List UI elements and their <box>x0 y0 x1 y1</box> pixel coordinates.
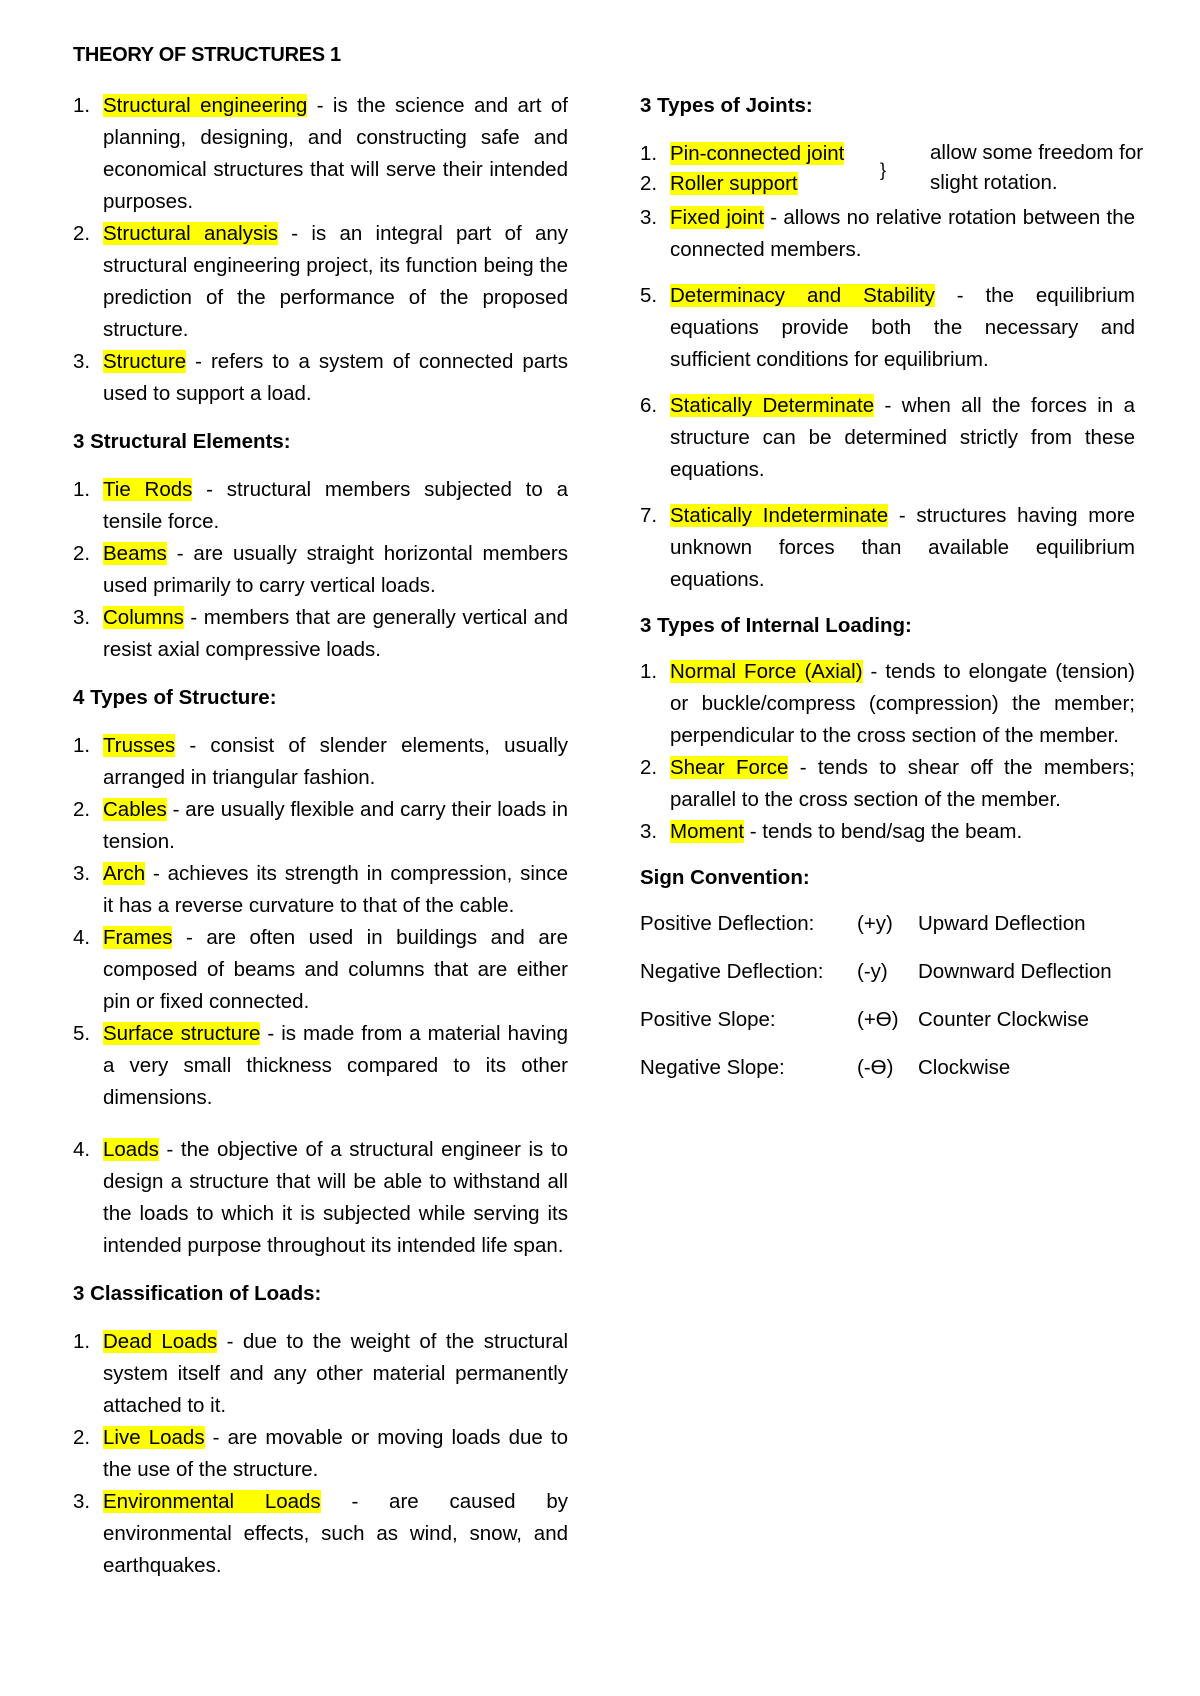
highlighted-term: Live Loads <box>103 1426 205 1449</box>
highlighted-term: Structural analysis <box>103 222 279 245</box>
definition-text: - are often used in buildings and are composed of beams and columns that are either pin or fixed connected. <box>103 926 568 1013</box>
load-classes-list <box>73 1326 568 1582</box>
item-number: 4. <box>73 926 91 949</box>
highlighted-term: Surface structure <box>103 1022 261 1045</box>
sign-row <box>640 908 1135 956</box>
definition-text: - tends to shear off the members; parallel to the cross section of the member. <box>670 756 1135 811</box>
section-heading-loads: 3 Classification of Loads: <box>73 1282 322 1305</box>
item-number: 1. <box>73 1330 91 1353</box>
fixed-joint-list <box>640 202 1135 266</box>
determinacy-list <box>640 280 1135 376</box>
list-item <box>73 538 568 602</box>
definition-text: - structures having more unknown forces than available equilibrium equations. <box>670 504 1135 591</box>
list-item <box>73 1018 568 1114</box>
sign-convention-table <box>640 908 1135 1100</box>
item-number: 3. <box>640 820 658 843</box>
item-number: 5. <box>640 284 658 307</box>
item-number: 7. <box>640 504 658 527</box>
elements-list <box>73 474 568 666</box>
sign-label: Negative Deflection: <box>640 960 824 983</box>
list-item <box>73 730 568 794</box>
definition-text: - allows no relative rotation between the connected members. <box>670 206 1135 261</box>
highlighted-term: Shear Force <box>670 756 789 779</box>
list-item <box>73 858 568 922</box>
list-item <box>640 390 1135 486</box>
intro-list <box>73 90 568 410</box>
highlighted-term: Beams <box>103 542 167 565</box>
list-item <box>640 168 930 200</box>
highlighted-term: Tie Rods <box>103 478 193 501</box>
item-number: 2. <box>73 542 91 565</box>
sign-symbol: (-ϴ) <box>857 1056 894 1079</box>
definition-text: - is the science and art of planning, designing, and constructing safe and economical structures that will serve their intended purposes. <box>103 94 568 213</box>
list-item <box>640 138 930 170</box>
sign-symbol: (+ϴ) <box>857 1008 899 1031</box>
definition-text: - the equilibrium equations provide both the necessary and sufficient conditions for equilibrium. <box>670 284 1135 371</box>
highlighted-term: Frames <box>103 926 173 949</box>
item-number: 3. <box>73 862 91 885</box>
sign-description: Upward Deflection <box>918 912 1086 935</box>
sign-symbol: (-y) <box>857 960 888 983</box>
internal-list <box>640 656 1135 848</box>
sign-description: Clockwise <box>918 1056 1011 1079</box>
item-number: 1. <box>73 478 91 501</box>
section-heading-sign: Sign Convention: <box>640 866 810 889</box>
item-number: 5. <box>73 1022 91 1045</box>
list-item <box>73 1134 568 1262</box>
highlighted-term: Arch <box>103 862 146 885</box>
left-column <box>73 90 568 1582</box>
list-item <box>73 1326 568 1422</box>
sign-row <box>640 1004 1135 1052</box>
definition-text: - consist of slender elements, usually arranged in triangular fashion. <box>103 734 568 789</box>
item-number: 1. <box>640 660 658 683</box>
list-item <box>640 656 1135 752</box>
item-number: 3. <box>640 206 658 229</box>
list-item <box>640 752 1135 816</box>
highlighted-term: Statically Indeterminate <box>670 504 889 527</box>
determinate-list <box>640 390 1135 486</box>
item-number: 2. <box>73 222 91 245</box>
sign-symbol: (+y) <box>857 912 893 935</box>
item-number: 1. <box>640 142 658 165</box>
item-number: 1. <box>73 734 91 757</box>
definition-text: - structural members subjected to a tensile force. <box>103 478 568 533</box>
list-item <box>73 90 568 218</box>
highlighted-term: Fixed joint <box>670 206 765 229</box>
right-column <box>640 90 1144 1100</box>
definition-text: - due to the weight of the structural system itself and any other material permanently attached to it. <box>103 1330 569 1417</box>
sign-description: Downward Deflection <box>918 960 1112 983</box>
list-item <box>640 500 1135 596</box>
definition-text: - is made from a material having a very small thickness compared to its other dimensions. <box>103 1022 568 1109</box>
loads-list <box>73 1134 568 1262</box>
sign-label: Positive Slope: <box>640 1008 776 1031</box>
definition-text: - tends to elongate (tension) or buckle/compress (compression) the member; perpendicular to the cross section of the member. <box>670 660 1135 747</box>
definition-text: - are usually straight horizontal members used primarily to carry vertical loads. <box>103 542 568 597</box>
list-item <box>73 922 568 1018</box>
document-title: THEORY OF STRUCTURES 1 <box>73 44 341 66</box>
definition-text: - when all the forces in a structure can be determined strictly from these equations. <box>670 394 1135 481</box>
list-item <box>640 816 1135 848</box>
sign-label: Negative Slope: <box>640 1056 785 1079</box>
section-heading-internal: 3 Types of Internal Loading: <box>640 614 912 637</box>
section-heading-joints: 3 Types of Joints: <box>640 94 813 117</box>
item-number: 4. <box>73 1138 91 1161</box>
indeterminate-list <box>640 500 1135 596</box>
brace-symbol: } <box>880 160 887 180</box>
list-item <box>73 1486 568 1582</box>
highlighted-term: Determinacy and Stability <box>670 284 935 307</box>
list-item <box>73 474 568 538</box>
highlighted-term: Structural engineering <box>103 94 308 117</box>
highlighted-term: Structure <box>103 350 187 373</box>
highlighted-term: Roller support <box>670 172 798 195</box>
list-item <box>640 280 1135 376</box>
highlighted-term: Loads <box>103 1138 159 1161</box>
sign-row <box>640 956 1135 1004</box>
definition-text: - are usually flexible and carry their loads in tension. <box>103 798 568 853</box>
section-heading-elements: 3 Structural Elements: <box>73 430 291 453</box>
item-number: 6. <box>640 394 658 417</box>
definition-text: - refers to a system of connected parts used to support a load. <box>103 350 568 405</box>
joints-group <box>640 138 1144 202</box>
list-item <box>73 602 568 666</box>
highlighted-term: Statically Determinate <box>670 394 875 417</box>
item-number: 3. <box>73 606 91 629</box>
definition-text: - tends to bend/sag the beam. <box>744 820 1023 843</box>
definition-text: - are movable or moving loads due to the use of the structure. <box>103 1426 568 1481</box>
list-item <box>73 1422 568 1486</box>
item-number: 1. <box>73 94 91 117</box>
item-number: 2. <box>73 1426 91 1449</box>
highlighted-term: Environmental Loads <box>103 1490 321 1513</box>
types-list <box>73 730 568 1114</box>
item-number: 3. <box>73 1490 91 1513</box>
list-item <box>73 346 568 410</box>
highlighted-term: Pin-connected joint <box>670 142 845 165</box>
definition-text: - achieves its strength in compression, since it has a reverse curvature to that of the cable. <box>103 862 568 917</box>
definition-text: - the objective of a structural engineer is to design a structure that will be able to withstand all the loads to which it is subjected while serving its intended purpose throughout its intended life span. <box>103 1138 568 1257</box>
highlighted-term: Dead Loads <box>103 1330 218 1353</box>
highlighted-term: Columns <box>103 606 184 629</box>
list-item <box>73 794 568 858</box>
section-heading-types: 4 Types of Structure: <box>73 686 277 709</box>
item-number: 2. <box>640 172 658 195</box>
joints-note: allow some freedom for slight rotation. <box>930 141 1144 194</box>
item-number: 3. <box>73 350 91 373</box>
sign-label: Positive Deflection: <box>640 912 815 935</box>
definition-text: - is an integral part of any structural engineering project, its function being the prediction of the performance of the proposed structure. <box>103 222 568 341</box>
highlighted-term: Normal Force (Axial) <box>670 660 863 683</box>
definition-text: - members that are generally vertical and resist axial compressive loads. <box>103 606 568 661</box>
list-item <box>73 218 568 346</box>
sign-row <box>640 1052 1135 1100</box>
sign-description: Counter Clockwise <box>918 1008 1089 1031</box>
list-item <box>640 202 1135 266</box>
item-number: 2. <box>73 798 91 821</box>
highlighted-term: Moment <box>670 820 745 843</box>
item-number: 2. <box>640 756 658 779</box>
highlighted-term: Trusses <box>103 734 176 757</box>
highlighted-term: Cables <box>103 798 167 821</box>
definition-text: - are caused by environmental effects, such as wind, snow, and earthquakes. <box>103 1490 568 1577</box>
